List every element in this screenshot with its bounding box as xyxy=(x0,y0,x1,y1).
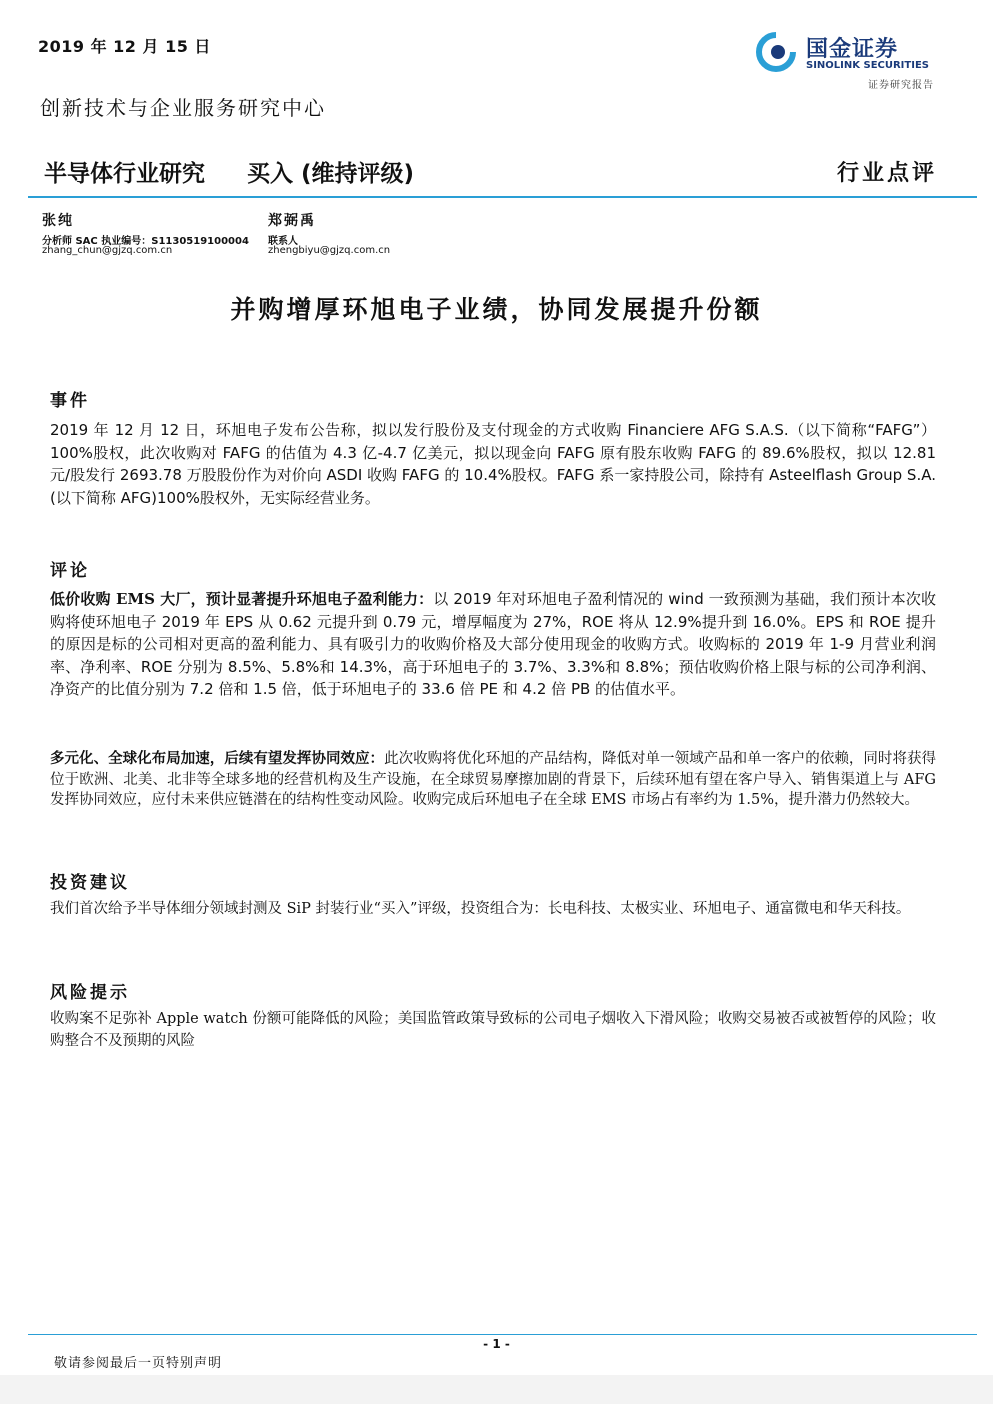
company-logo xyxy=(756,30,946,90)
comment-paragraph-1 xyxy=(50,588,936,701)
logo-subtitle: 证券研究报告 xyxy=(868,80,934,91)
footer-disclaimer-note: 敬请参阅最后一页特别声明 xyxy=(54,1356,223,1371)
section-heading-event: 事件 xyxy=(50,391,90,411)
report-date: 2019 年 12 月 15 日 xyxy=(38,37,211,56)
report-type: 行业点评 xyxy=(836,160,937,186)
comment-lead-1: 低价收购 EMS 大厂，预计显著提升环旭电子盈利能力： xyxy=(50,590,434,608)
author-name: 郑弼禹 xyxy=(268,213,316,229)
page-number: - 1 - xyxy=(483,1337,510,1351)
comment-lead-2: 多元化、全球化布局加速，后续有望发挥协同效应： xyxy=(50,750,385,767)
author-email[interactable]: zhengbiyu@gjzq.com.cn xyxy=(268,245,391,256)
rating-label: 买入 (维持评级) xyxy=(247,161,415,187)
section-heading-risk: 风险提示 xyxy=(50,983,130,1003)
header-divider xyxy=(28,196,977,198)
section-heading-advice: 投资建议 xyxy=(50,873,130,893)
logo-name-en: SINOLINK SECURITIES xyxy=(806,60,929,71)
section-heading-comment: 评论 xyxy=(50,561,90,581)
report-title: 并购增厚环旭电子业绩，协同发展提升份额 xyxy=(230,295,763,324)
author-role: 联系人 xyxy=(268,236,298,247)
risk-paragraph: 收购案不足弥补 Apple watch 份额可能降低的风险；美国监管政策导致标的公司电子烟收入下滑风险；收购交易被否或被暂停的风险；收购整合不及预期的风险 xyxy=(50,1011,936,1049)
author-name: 张纯 xyxy=(42,213,74,229)
industry-title: 半导体行业研究 xyxy=(44,161,205,187)
comment-text-2: 此次收购将优化环旭的产品结构，降低对单一领域产品和单一客户的依赖，同时将获得位于欧洲、北美、北非等全球多地的经营机构及生产设施，在全球贸易摩擦加剧的背景下，后续环旭有望在客户导入、销售渠道上与 AFG 发挥协同效应，应付未来供应链潜在的结构性变动风险。收购完成后环旭电子在全球 EMS 市场占有率约为 1.5%，提升潜力仍然较大。 xyxy=(50,751,936,808)
event-paragraph: 2019 年 12 月 12 日，环旭电子发布公告称，拟以发行股份及支付现金的方式收购 Financiere AFG S.A.S.（以下简称“FAFG”）100%股权，此次收购对 FAFG 的估值为 4.3 亿-4.7 亿美元，拟以现金向 FAFG 原有股东收购 FAFG 的 89.6%股权，拟以 12.81 元/股发行 2693.78 万股股份作为对价向 ASDI 收购 FAFG 的 10.4%股权。FAFG 系一家持股公司，除持有 Asteelflash Group S.A. (以下简称 AFG)100%股权外，无实际经营业务。 xyxy=(50,421,936,507)
comment-paragraph-2 xyxy=(50,749,936,811)
logo-mark-icon xyxy=(756,32,796,72)
footer-divider xyxy=(28,1334,977,1335)
author-role: 分析师 SAC 执业编号：S1130519100004 xyxy=(42,236,249,247)
comment-text-1: 以 2019 年对环旭电子盈利情况的 wind 一致预测为基础，我们预计本次收购将使环旭电子 2019 年 EPS 从 0.62 元提升到 0.79 元，增厚幅度为 27%，ROE 将从 12.9%提升到 16.0%。EPS 和 ROE 提升的原因是标的公司相对更高的盈利能力、具有吸引力的收购价格及大部分使用现金的收购方式。收购标的 2019 年 1-9 月营业利润率、净利率、ROE 分别为 8.5%、5.8%和 14.3%，高于环旭电子的 3.7%、3.3%和 8.8%；预估收购价格上限与标的公司净利润、净资产的比值分别为 7.2 倍和 1.5 倍，低于环旭电子的 33.6 倍 PE 和 4.2 倍 PB 的估值水平。 xyxy=(50,590,936,698)
logo-name-cn: 国金证券 xyxy=(806,37,899,62)
department-name: 创新技术与企业服务研究中心 xyxy=(40,96,326,120)
advice-paragraph: 我们首次给予半导体细分领域封测及 SiP 封装行业“买入”评级，投资组合为：长电科技、太极实业、环旭电子、通富微电和华天科技。 xyxy=(50,901,911,917)
footer-band xyxy=(0,1375,993,1404)
author-email[interactable]: zhang_chun@gjzq.com.cn xyxy=(42,245,173,256)
